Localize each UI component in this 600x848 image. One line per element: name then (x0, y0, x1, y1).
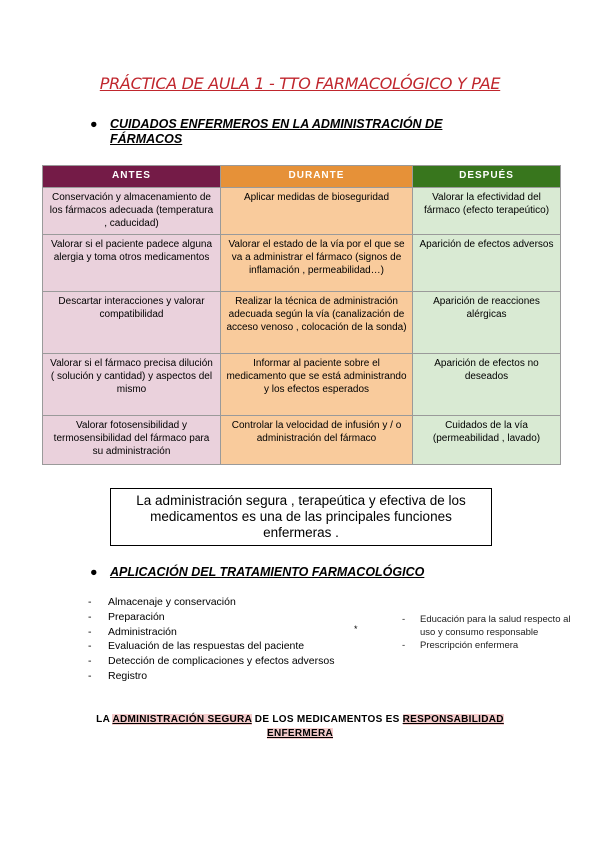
dash-icon: - (88, 610, 92, 623)
table-cell: Conservación y almacenamiento de los fármacos adecuada (temperatura , caducidad) (43, 188, 221, 235)
list-item: - Detección de complicaciones y efectos adversos (88, 655, 335, 668)
header-despues: DESPUÉS (413, 166, 561, 188)
section-heading-text: APLICACIÓN DEL TRATAMIENTO FARMACOLÓGICO (110, 565, 425, 579)
header-antes: ANTES (43, 166, 221, 188)
footer-statement (70, 713, 530, 741)
steps-list (88, 595, 334, 684)
section-heading-aplicacion (90, 565, 470, 580)
section-heading-cuidados (90, 117, 480, 147)
key-note-box: La administración segura , terapeútica y efectiva de los medicamentos es una de las principales funciones enfermeras . (110, 488, 492, 546)
table-cell: Valorar fotosensibilidad y termosensibilidad del fármaco para su administración (43, 416, 221, 465)
cuidados-table (42, 165, 561, 465)
table-row (43, 354, 561, 416)
table-cell: Valorar si el paciente padece alguna alergia y toma otros medicamentos (43, 235, 221, 292)
side-list (402, 613, 577, 652)
table-cell: Valorar el estado de la vía por el que se va a administrar el fármaco (signos de inflamación , permeabilidad…) (221, 235, 413, 292)
table-cell: Aparición de efectos no deseados (413, 354, 561, 416)
dash-icon: - (88, 669, 92, 682)
table-row (43, 235, 561, 292)
table-cell: Descartar interacciones y valorar compatibilidad (43, 292, 221, 354)
table-row (43, 188, 561, 235)
header-durante: DURANTE (221, 166, 413, 188)
dash-icon: - (402, 640, 406, 651)
table-cell: Informar al paciente sobre el medicamento que se está administrando y los efectos esperados (221, 354, 413, 416)
dash-icon: - (88, 596, 92, 608)
dash-icon: - (88, 625, 92, 638)
dash-icon: - (88, 655, 92, 668)
table-cell: Valorar si el fármaco precisa dilución ( solución y cantidad) y aspectos del mismo (43, 354, 221, 416)
page-title: PRÁCTICA DE AULA 1 - TTO FARMACOLÓGICO Y PAE (99, 74, 501, 93)
list-item: - Prescripción enfermera (402, 640, 519, 651)
table-cell: Aplicar medidas de bioseguridad (221, 188, 413, 235)
bullet-icon: ● (90, 565, 98, 579)
section-heading-text: CUIDADOS ENFERMEROS EN LA ADMINISTRACIÓN DE FÁRMACOS (110, 117, 443, 146)
dash-icon: - (88, 640, 92, 653)
table-row (43, 292, 561, 354)
table-header-row (43, 166, 561, 188)
footer-text: LA (96, 714, 113, 725)
table-cell: Aparición de efectos adversos (413, 235, 561, 292)
table-cell: Cuidados de la vía (permeabilidad , lavado) (413, 416, 561, 465)
asterisk-icon: * (354, 624, 358, 634)
list-item: - Preparación (88, 610, 165, 623)
bullet-icon: ● (90, 117, 98, 131)
list-item: - Administración (88, 625, 177, 638)
list-item: - Educación para la salud respecto al uso y consumo responsable (402, 614, 571, 638)
dash-icon: - (402, 614, 406, 625)
table-cell: Valorar la efectividad del fármaco (efecto terapeútico) (413, 188, 561, 235)
footer-highlight: ADMINISTRACIÓN SEGURA (112, 714, 252, 725)
table-cell: Controlar la velocidad de infusión y / o administración del fármaco (221, 416, 413, 465)
list-item: - Evaluación de las respuestas del paciente (88, 640, 305, 653)
list-item: - Registro (88, 669, 148, 682)
table-row (43, 416, 561, 465)
footer-highlight: RESPONSABILIDAD ENFERMERA (266, 714, 504, 739)
table-cell: Aparición de reacciones alérgicas (413, 292, 561, 354)
table-cell: Realizar la técnica de administración adecuada según la vía (canalización de acceso venoso , colocación de la sonda) (221, 292, 413, 354)
list-item: - Almacenaje y conservación (88, 596, 236, 608)
footer-text: DE LOS MEDICAMENTOS ES (251, 714, 403, 725)
